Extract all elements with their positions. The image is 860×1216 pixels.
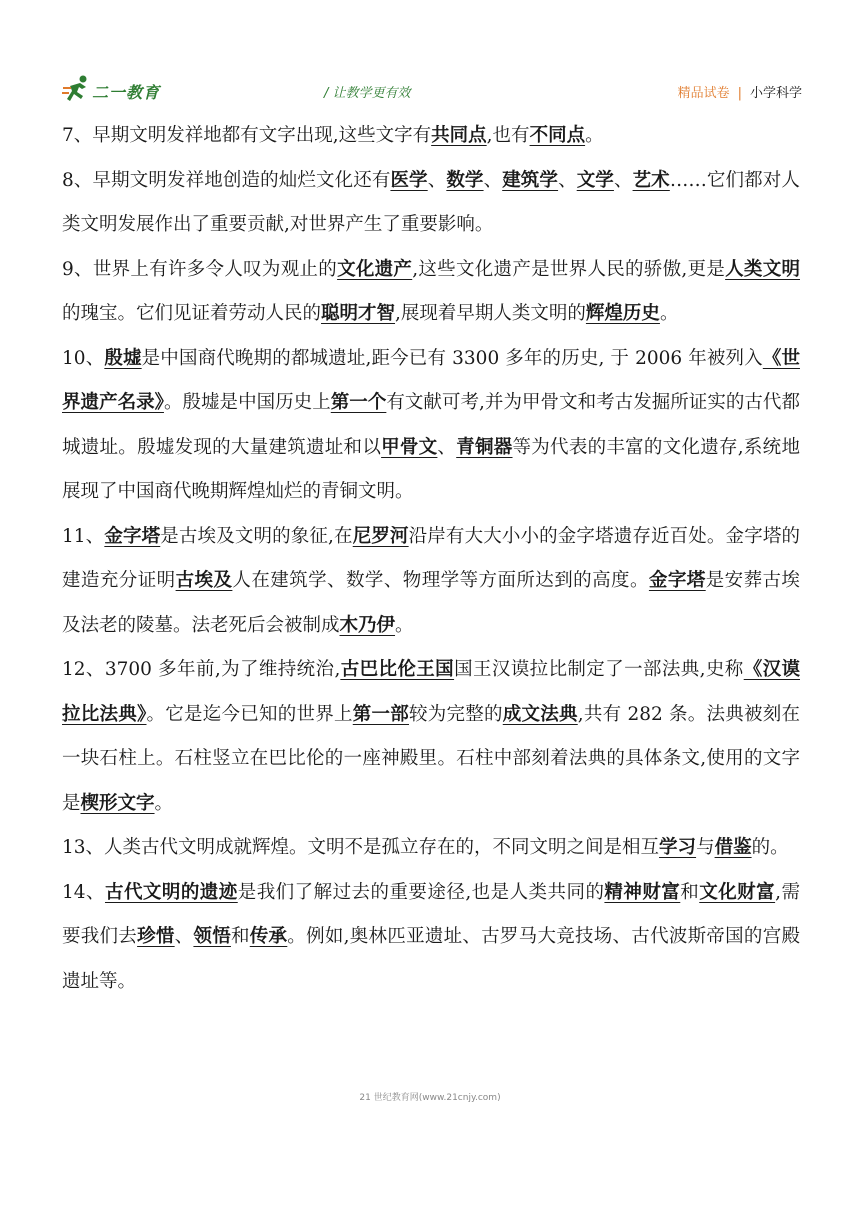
text-run: 、 (558, 169, 577, 191)
key-term: 尼罗河 (352, 525, 409, 547)
text-run: 人在建筑学、数学、物理学等方面所达到的高度。 (232, 570, 649, 591)
text-run: 较为完整的 (409, 703, 503, 725)
text-run: 、 (174, 926, 194, 947)
key-term: 辉煌历史 (585, 303, 660, 324)
text-run: 。它是迄今已知的世界上 (146, 703, 353, 725)
text-run: 是中国商代晚期的都城遗址,距今已有 3300 多年的历史, 于 2006 年被列入 (141, 347, 763, 369)
text-run: 、 (483, 169, 503, 191)
text-run: 8、早期文明发祥地创造的灿烂文化还有 (62, 169, 391, 191)
text-run: ,需要我们去 (62, 881, 800, 947)
text-run: 、 (437, 436, 457, 458)
text-run: ,也有 (486, 125, 530, 146)
key-term: 借鉴 (714, 837, 752, 858)
key-term: 学习 (659, 837, 697, 858)
key-term: 古埃及 (175, 570, 233, 591)
key-term: 文化遗产 (337, 258, 413, 280)
key-term: 木乃伊 (339, 614, 396, 636)
key-term: 人类文明 (725, 258, 800, 280)
text-run: 和 (680, 881, 700, 903)
text-run: 是安葬古埃及法老的陵墓。法老死后会被制成 (62, 570, 800, 636)
text-run: 。 (395, 614, 414, 636)
key-term: 传承 (249, 926, 288, 947)
text-run: 。殷墟是中国历史上 (163, 392, 331, 413)
text-run: 10、 (62, 347, 105, 369)
text-run: 。 (154, 792, 174, 814)
key-term: 楔形文字 (80, 792, 155, 814)
key-term: 医学 (390, 169, 428, 191)
text-run: 的。 (751, 837, 789, 858)
text-run: 与 (696, 837, 715, 858)
text-run: 12、3700 多年前,为了维持统治, (62, 659, 341, 680)
key-term: 聪明才智 (321, 303, 396, 324)
paragraph (62, 337, 800, 515)
text-run: 国王汉谟拉比制定了一部法典,史称 (454, 659, 744, 680)
key-term: 珍惜 (137, 926, 175, 947)
text-run: 沿岸有大大小小的金字塔遗存近百处。金字塔的建造充分证明 (62, 525, 800, 591)
header-slogan: / 让教学更有效 (324, 86, 411, 101)
text-run: 和 (230, 926, 250, 947)
key-term: 青铜器 (456, 436, 513, 458)
text-run: 、 (613, 169, 633, 191)
key-term: 《汉谟拉比法典》 (62, 659, 800, 725)
runner-logo-icon (62, 74, 94, 104)
text-run: 。例如,奥林匹亚遗址、古罗马大竞技场、古代波斯帝国的宫殿遗址等。 (62, 926, 800, 992)
logo-text: 二一教育 (92, 83, 161, 102)
key-term: 不同点 (529, 125, 586, 146)
text-run: 是我们了解过去的重要途径,也是人类共同的 (237, 881, 605, 903)
text-run: 、 (427, 169, 447, 191)
text-run: ,共有 282 条。法典被刻在一块石柱上。石柱竖立在巴比伦的一座神殿里。石柱中部刻着法典的具体条文,使用的文字是 (62, 703, 800, 814)
paragraph (62, 114, 800, 159)
text-run: 13、人类古代文明成就辉煌。文明不是孤立存在的，不同文明之间是相互 (62, 837, 660, 858)
text-run: 11、 (62, 525, 105, 547)
page-footer: 21 世纪教育网(www.21cnjy.com) (359, 1093, 501, 1103)
text-run: 等为代表的丰富的文化遗存,系统地展现了中国商代晚期辉煌灿烂的青铜文明。 (62, 436, 800, 502)
key-term: 成文法典 (502, 703, 578, 725)
key-term: 文化财富 (699, 881, 776, 903)
header-separator: | (737, 86, 742, 101)
text-run: 7、早期文明发祥地都有文字出现,这些文字有 (62, 125, 432, 146)
key-term: 第一部 (352, 703, 409, 725)
logo (62, 74, 177, 104)
text-run: ,这些文化遗产是世界人民的骄傲,更是 (412, 258, 726, 280)
key-term: 数学 (446, 169, 484, 191)
header-tag-subject: 小学科学 (749, 86, 802, 101)
key-term: 古代文明的遗迹 (104, 881, 238, 903)
text-run: 有文献可考,并为甲骨文和考古发掘所证实的古代都城遗址。殷墟发现的大量建筑遗址和以 (62, 392, 800, 458)
key-term: 第一个 (330, 392, 387, 413)
key-term: 殷墟 (104, 347, 142, 369)
page-header (62, 68, 812, 108)
text-run: ……它们都对人类文明发展作出了重要贡献,对世界产生了重要影响。 (62, 169, 800, 235)
key-term: 《世界遗产名录》 (62, 347, 800, 413)
header-tags (678, 82, 802, 101)
paragraph (62, 871, 800, 1005)
key-term: 共同点 (431, 125, 487, 146)
key-term: 领悟 (193, 926, 231, 947)
text-run: 。 (659, 303, 679, 324)
key-term: 甲骨文 (381, 436, 438, 458)
header-tag-premium: 精品试卷 (677, 86, 730, 101)
text-run: ,展现着早期人类文明的 (395, 303, 586, 324)
text-run: 的瑰宝。它们见证着劳动人民的 (62, 303, 322, 324)
key-term: 古巴比伦王国 (340, 659, 455, 680)
paragraph (62, 515, 800, 649)
text-run: 9、世界上有许多令人叹为观止的 (62, 258, 338, 280)
paragraph (62, 648, 800, 826)
key-term: 精神财富 (604, 881, 681, 903)
key-term: 建筑学 (502, 169, 559, 191)
text-run: 是古埃及文明的象征,在 (160, 525, 353, 547)
key-term: 金字塔 (104, 525, 161, 547)
key-term: 金字塔 (648, 570, 706, 591)
paragraph (62, 159, 800, 248)
paragraph (62, 826, 800, 871)
key-term: 文学 (576, 169, 614, 191)
document-body (62, 114, 800, 1004)
text-run: 。 (585, 125, 604, 146)
paragraph (62, 248, 800, 337)
text-run: 14、 (62, 881, 105, 903)
key-term: 艺术 (632, 169, 670, 191)
